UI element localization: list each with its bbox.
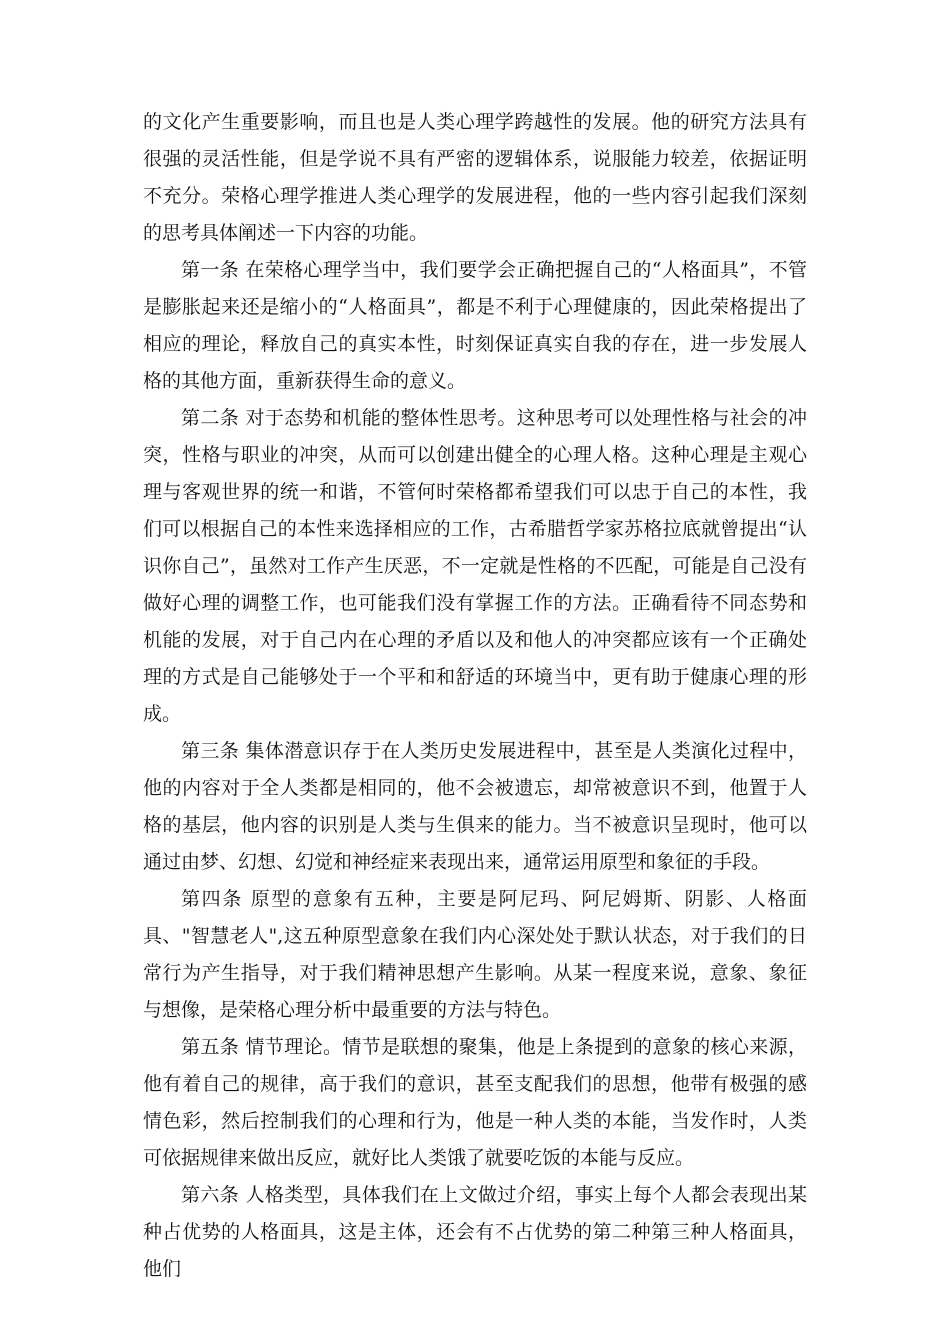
document-page [143,104,807,1288]
paragraph-article-6: 第六条 人格类型，具体我们在上文做过介绍，事实上每个人都会表现出某种占优势的人格面具，这是主体，还会有不占优势的第二种第三种人格面具，他们 [143,1184,807,1280]
paragraph-intro-continuation: 的文化产生重要影响，而且也是人类心理学跨越性的发展。他的研究方法具有很强的灵活性能，但是学说不具有严密的逻辑体系，说服能力较差，依据证明不充分。荣格心理学推进人类心理学的发展进程，他的一些内容引起我们深刻的思考具体阐述一下内容的功能。 [143,111,807,244]
paragraph-article-4: 第四条 原型的意象有五种，主要是阿尼玛、阿尼姆斯、阴影、人格面具、"智慧老人",这五种原型意象在我们内心深处处于默认状态，对于我们的日常行为产生指导，对于我们精神思想产生影响。从某一程度来说，意象、象征与想像，是荣格心理分析中最重要的方法与特色。 [143,888,807,1021]
paragraph-article-1: 第一条 在荣格心理学当中，我们要学会正确把握自己的“人格面具”，不管是膨胀起来还是缩小的“人格面具”，都是不利于心理健康的，因此荣格提出了相应的理论，释放自己的真实本性，时刻保证真实自我的存在，进一步发展人格的其他方面，重新获得生命的意义。 [143,259,807,392]
paragraph-article-5: 第五条 情节理论。情节是联想的聚集，他是上条提到的意象的核心来源，他有着自己的规律，高于我们的意识，甚至支配我们的思想，他带有极强的感情色彩，然后控制我们的心理和行为，他是一种人类的本能，当发作时，人类可依据规律来做出反应，就好比人类饿了就要吃饭的本能与反应。 [143,1036,807,1169]
paragraph-article-3: 第三条 集体潜意识存于在人类历史发展进程中，甚至是人类演化过程中，他的内容对于全人类都是相同的，他不会被遗忘，却常被意识不到，他置于人格的基层，他内容的识别是人类与生俱来的能力。当不被意识呈现时，他可以通过由梦、幻想、幻觉和神经症来表现出来，通常运用原型和象征的手段。 [143,740,807,873]
paragraph-article-2: 第二条 对于态势和机能的整体性思考。这种思考可以处理性格与社会的冲突，性格与职业的冲突，从而可以创建出健全的心理人格。这种心理是主观心理与客观世界的统一和谐，不管何时荣格都希望我们可以忠于自己的本性，我们可以根据自己的本性来选择相应的工作，古希腊哲学家苏格拉底就曾提出“认识你自己”，虽然对工作产生厌恶，不一定就是性格的不匹配，可能是自己没有做好心理的调整工作，也可能我们没有掌握工作的方法。正确看待不同态势和机能的发展，对于自己内在心理的矛盾以及和他人的冲突都应该有一个正确处理的方式是自己能够处于一个平和和舒适的环境当中，更有助于健康心理的形成。 [143,407,807,725]
